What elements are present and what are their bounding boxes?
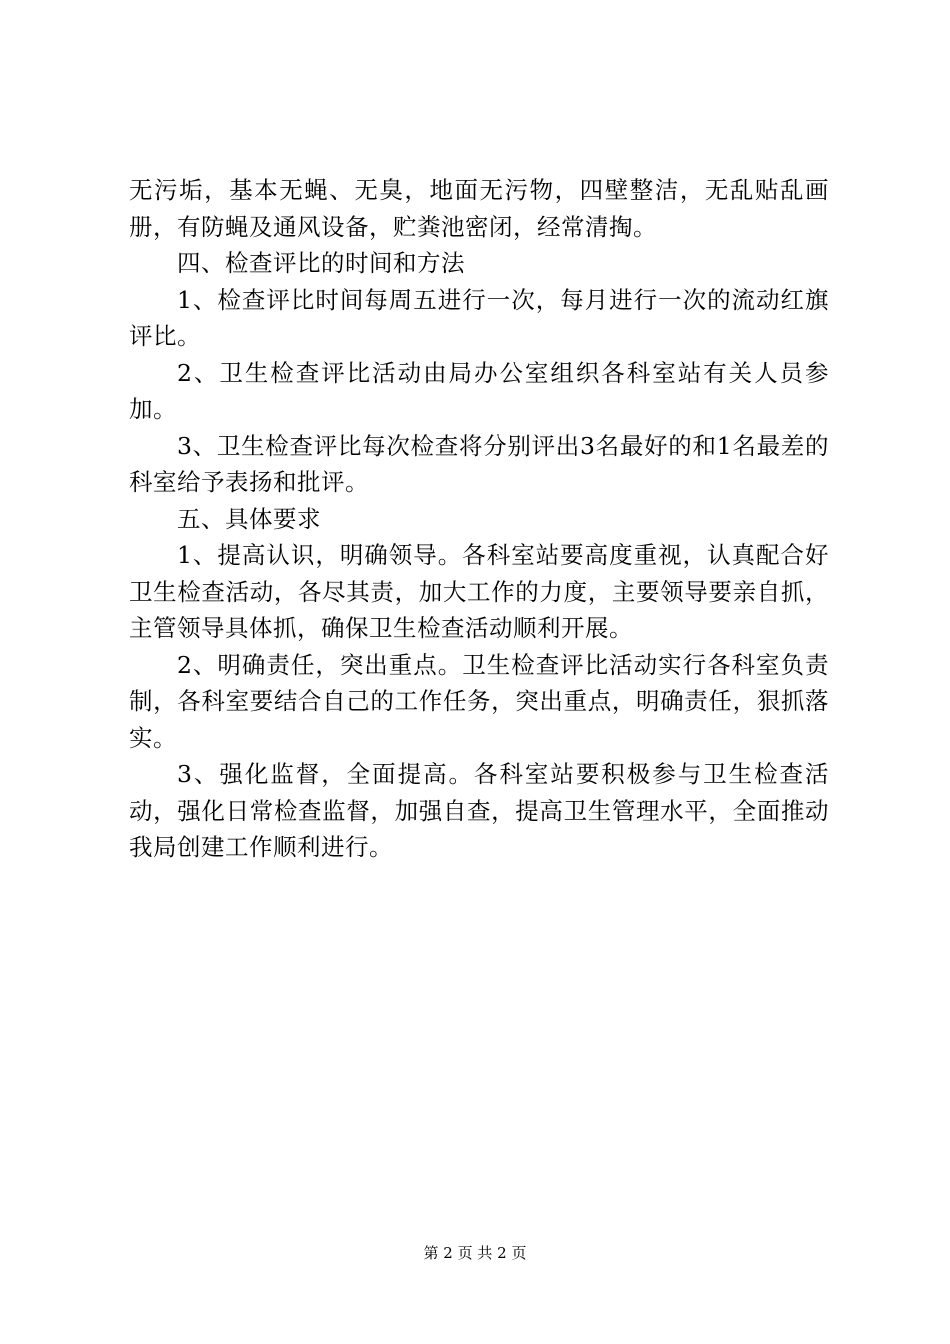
paragraph-continuation: 无污垢，基本无蝇、无臭，地面无污物，四壁整洁，无乱贴乱画册，有防蝇及通风设备，贮粪池密闭，经常清掏。	[129, 176, 829, 241]
paragraph-5-2: 2、明确责任，突出重点。卫生检查评比活动实行各科室负责制，各科室要结合自己的工作任务，突出重点，明确责任，狠抓落实。	[129, 650, 829, 752]
page-number-label: 第 2 页 共 2 页	[423, 1244, 527, 1262]
section-heading-5: 五、具体要求	[177, 504, 321, 533]
document-body	[129, 172, 829, 866]
section-heading-4: 四、检查评比的时间和方法	[177, 249, 465, 277]
paragraph-5-1: 1、提高认识，明确领导。各科室站要高度重视，认真配合好卫生检查活动，各尽其责，加大工作的力度，主要领导要亲自抓，主管领导具体抓，确保卫生检查活动顺利开展。	[129, 541, 829, 642]
paragraph-4-3: 3、卫生检查评比每次检查将分别评出3名最好的和1名最差的科室给予表扬和批评。	[129, 431, 829, 496]
page-footer	[0, 1243, 950, 1263]
paragraph-5-3: 3、强化监督，全面提高。各科室站要积极参与卫生检查活动，强化日常检查监督，加强自查，提高卫生管理水平，全面推动我局创建工作顺利进行。	[129, 760, 829, 861]
paragraph-4-1: 1、检查评比时间每周五进行一次，每月进行一次的流动红旗评比。	[129, 285, 829, 350]
paragraph-4-2: 2、卫生检查评比活动由局办公室组织各科室站有关人员参加。	[129, 358, 829, 423]
